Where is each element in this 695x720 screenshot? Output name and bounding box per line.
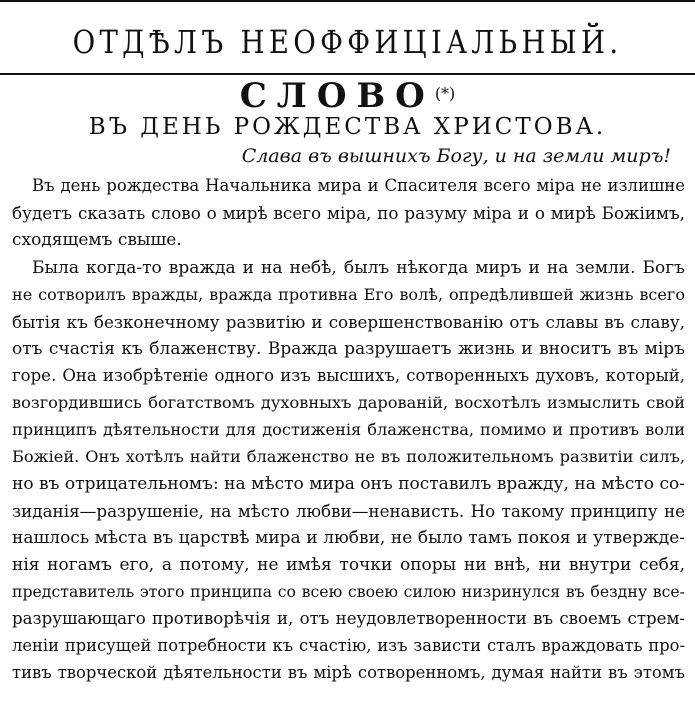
- text-line: принципъ дѣятельности для достиженія блаженства, помимо и противъ воли: [12, 420, 685, 439]
- text-line: разрушающаго противорѣчія и, отъ неудовлетворенности въ своемъ стрем-: [12, 609, 685, 628]
- footnote-marker: (*): [434, 84, 456, 103]
- text-line: не сотворилъ вражды, вражда противна Его волѣ, опредѣлившей жизнь всего: [12, 285, 685, 304]
- text-line: но въ отрицательномъ: на мѣсто мира онъ поставилъ вражду, на мѣсто со-: [12, 474, 685, 494]
- sermon-heading-text: СЛОВО: [239, 76, 435, 116]
- text-line: тивъ творческой дѣятельности въ мірѣ сотворенномъ, думая найти въ этомъ: [12, 663, 685, 682]
- epigraph: Слава въ вышнихъ Богу, и на земли миръ!: [241, 145, 671, 167]
- sermon-subheading: ВЪ ДЕНЬ РОЖДЕСТВА ХРИСТОВА.: [88, 114, 607, 140]
- section-title: ОТДѢЛЪ НЕОФФИЦІАЛЬНЫЙ.: [72, 23, 623, 61]
- text-line: отъ счастія къ блаженству. Вражда разрушаетъ жизнь и вноситъ въ міръ: [12, 339, 685, 359]
- text-line: представитель этого принципа со всею своею силою низринулся въ бездну все-: [12, 582, 685, 601]
- text-line: нія ногамъ его, а потому, не имѣя точки опоры ни внѣ, ни внутри себя,: [12, 555, 685, 575]
- section-title-rule: [0, 73, 695, 75]
- sermon-heading: [0, 76, 695, 116]
- top-rule: [0, 0, 695, 2]
- text-line: Была когда-то вражда и на небѣ, былъ нѣкогда миръ и на земли. Богъ: [32, 258, 685, 278]
- text-line: горе. Она изобрѣтеніе одного изъ высшихъ, сотворенныхъ духовъ, который,: [12, 366, 685, 385]
- text-line: бытія къ безконечному развитію и совершенствованію отъ славы въ славу,: [12, 312, 685, 332]
- text-line: Въ день рождества Начальника мира и Спасителя всего міра не излишне: [32, 176, 685, 195]
- text-line: леніи присущей потребности къ счастію, изъ зависти сталъ враждовать про-: [12, 636, 685, 655]
- text-line: сходящемъ свыше.: [12, 230, 182, 250]
- text-line: Божіей. Онъ хотѣлъ найти блаженство не въ положительномъ развитіи силъ,: [12, 447, 685, 466]
- text-line: возгордившись богатствомъ духовныхъ дарованій, восхотѣлъ измыслить свой: [12, 393, 685, 412]
- text-line: будетъ сказать слово о мирѣ всего міра, по разуму міра и о мирѣ Божіимъ,: [12, 203, 685, 223]
- text-line: зиданія—разрушеніе, на мѣсто любви—ненависть. Но такому принципу не: [12, 501, 685, 521]
- text-line: нашлось мѣста въ царствѣ мира и любви, не было тамъ покоя и утвержде-: [12, 528, 685, 548]
